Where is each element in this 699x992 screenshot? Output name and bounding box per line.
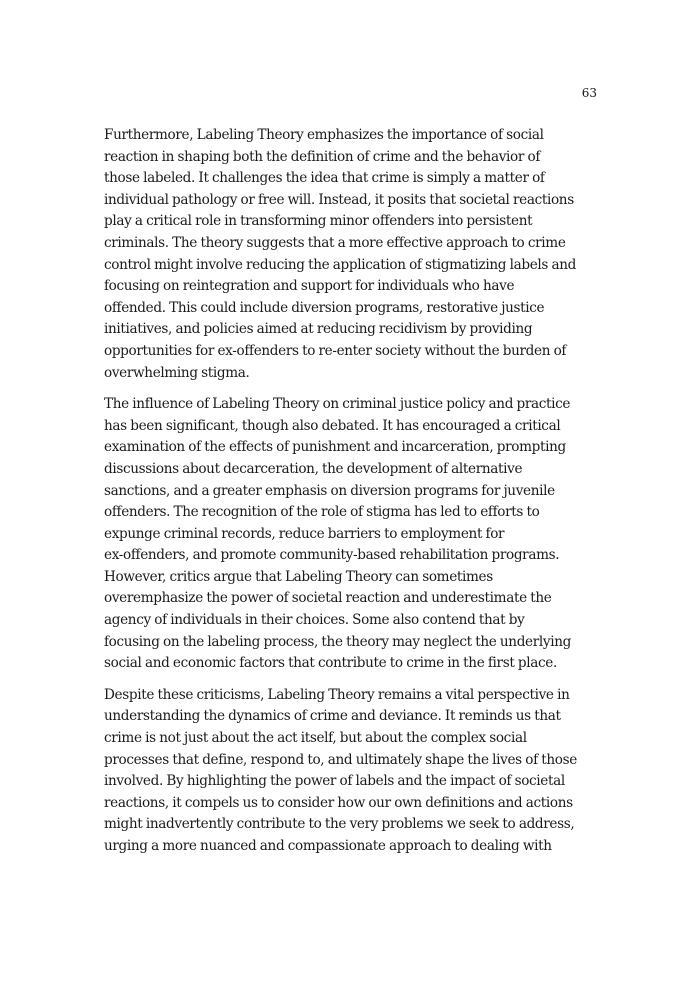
text-line: those labeled. It challenges the idea that crime is simply a matter of — [104, 170, 545, 187]
text-line: overwhelming stigma. — [104, 364, 250, 381]
text-line: agency of individuals in their choices. Some also contend that by — [104, 612, 525, 629]
text-line: Furthermore, Labeling Theory emphasizes the importance of social — [104, 127, 544, 143]
text-line: However, critics argue that Labeling Theory can sometimes — [104, 568, 493, 585]
text-line: The influence of Labeling Theory on criminal justice policy and practice — [104, 396, 571, 413]
text-line: play a critical role in transforming minor offenders into persistent — [104, 213, 533, 230]
text-line: ex-offenders, and promote community-based rehabilitation programs. — [104, 547, 560, 564]
text-line: crime is not just about the act itself, but about the complex social — [104, 730, 527, 747]
text-line: processes that define, respond to, and ultimately shape the lives of those — [104, 751, 577, 768]
text-line: reaction in shaping both the definition of crime and the behavior of — [104, 148, 540, 165]
paragraph-2 — [104, 394, 598, 675]
text-line: understanding the dynamics of crime and deviance. It reminds us that — [104, 708, 561, 725]
page-number: 63 — [581, 86, 597, 100]
text-line: individual pathology or free will. Instead, it posits that societal reactions — [104, 191, 574, 208]
text-line: discussions about decarceration, the development of alternative — [104, 460, 523, 477]
text-line: offended. This could include diversion programs, restorative justice — [104, 299, 545, 316]
text-line: offenders. The recognition of the role of stigma has led to efforts to — [104, 504, 540, 521]
text-line: expunge criminal records, reduce barriers to employment for — [104, 525, 505, 542]
text-line: control might involve reducing the application of stigmatizing labels and — [104, 256, 576, 273]
text-line: urging a more nuanced and compassionate approach to dealing with — [104, 838, 552, 854]
paragraph-1 — [104, 125, 598, 384]
text-line: might inadvertently contribute to the very problems we seek to address, — [104, 816, 575, 833]
text-line: Despite these criticisms, Labeling Theory remains a vital perspective in — [104, 686, 570, 703]
text-line: overemphasize the power of societal reaction and underestimate the — [104, 590, 552, 607]
text-line: has been significant, though also debated. It has encouraged a critical — [104, 417, 561, 434]
text-line: criminals. The theory suggests that a more effective approach to crime — [104, 234, 566, 251]
text-line: examination of the effects of punishment and incarceration, prompting — [104, 439, 566, 456]
body-text — [104, 125, 598, 868]
text-line: social and economic factors that contribute to crime in the first place. — [104, 655, 557, 672]
text-line: focusing on the labeling process, the theory may neglect the underlying — [104, 633, 571, 650]
text-line: involved. By highlighting the power of labels and the impact of societal — [104, 773, 565, 790]
text-line: sanctions, and a greater emphasis on diversion programs for juvenile — [104, 482, 555, 499]
paragraph-3 — [104, 685, 598, 858]
text-line: focusing on reintegration and support for individuals who have — [104, 278, 515, 295]
text-line: initiatives, and policies aimed at reducing recidivism by providing — [104, 321, 533, 338]
text-line: opportunities for ex-offenders to re-enter society without the burden of — [104, 342, 567, 359]
text-line: reactions, it compels us to consider how our own definitions and actions — [104, 794, 573, 811]
